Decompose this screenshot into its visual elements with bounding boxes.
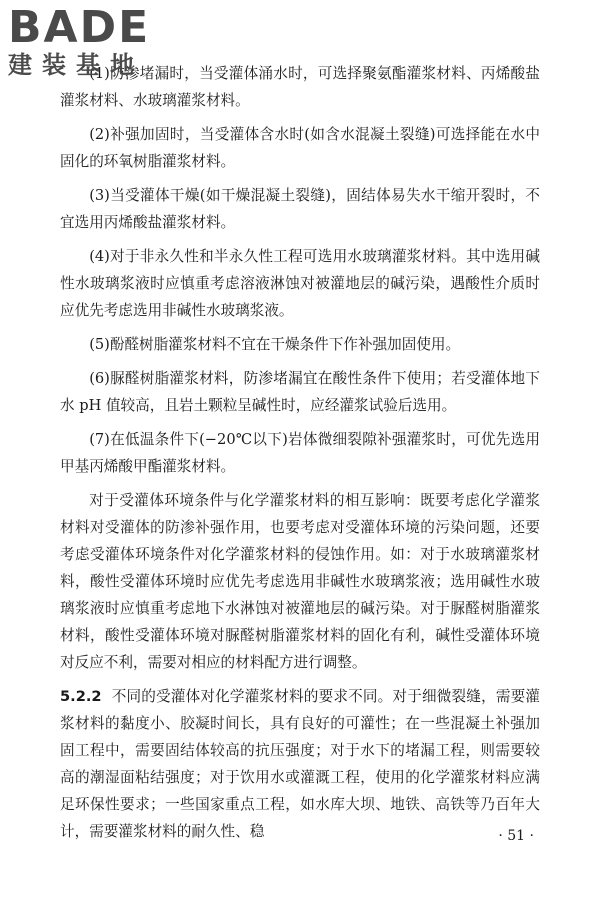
logo-subtitle: 建装基地 xyxy=(8,51,144,79)
paragraph: (4)对于非永久性和半永久性工程可选用水玻璃灌浆材料。其中选用碱性水玻璃浆液时应慎重考虑溶液淋蚀对被灌地层的碱污染，遇酸性介质时应优先考虑选用非碱性水玻璃浆液。 xyxy=(60,248,540,319)
paragraph: (1)防渗堵漏时，当受灌体涌水时，可选择聚氨酯灌浆材料、丙烯酸盐灌浆材料、水玻璃灌浆材料。 xyxy=(60,65,540,109)
logo-text: BADE xyxy=(8,2,151,53)
section-paragraph xyxy=(60,683,540,845)
page-number: · 51 · xyxy=(498,828,534,844)
paragraph: (5)酚醛树脂灌浆材料不宜在干燥条件下作补强加固使用。 xyxy=(89,336,461,353)
paragraph: (6)脲醛树脂灌浆材料，防渗堵漏宜在酸性条件下使用；若受灌体地下水 pH 值较高，且岩土颗粒呈碱性时，应经灌浆试验后选用。 xyxy=(60,370,540,414)
paragraph: 对于受灌体环境条件与化学灌浆材料的相互影响：既要考虑化学灌浆材料对受灌体的防渗补强作用，也要考虑对受灌体环境的污染问题，还要考虑受灌体环境条件对化学灌浆材料的侵蚀作用。如：对于水玻璃灌浆材料，酸性受灌体环境时应优先考虑选用非碱性水玻璃浆液；选用碱性水玻璃浆液时应慎重考虑地下水淋蚀对被灌地层的碱污染。对于脲醛树脂灌浆材料，酸性受灌体环境对脲醛树脂灌浆材料的固化有利，碱性受灌体环境对反应不利，需要对相应的材料配方进行调整。 xyxy=(60,492,540,671)
section-number: 5.2.2 xyxy=(60,688,102,705)
section-text: 不同的受灌体对化学灌浆材料的要求不同。对于细微裂缝，需要灌浆材料的黏度小、胶凝时间长，具有良好的可灌性；在一些混凝土补强加固工程中，需要固结体较高的抗压强度；对于水下的堵漏工程，则需要较高的潮湿面粘结强度；对于饮用水或灌溉工程，使用的化学灌浆材料应满足环保性要求；一些国家重点工程，如水库大坝、地铁、高铁等乃百年大计，需要灌浆材料的耐久性、稳 xyxy=(60,688,540,840)
paragraph: (7)在低温条件下(−20℃以下)岩体微细裂隙补强灌浆时，可优先选用甲基丙烯酸甲酯灌浆材料。 xyxy=(60,431,540,475)
watermark-logo xyxy=(8,2,151,79)
paragraph: (2)补强加固时，当受灌体含水时(如含水混凝土裂缝)可选择能在水中固化的环氧树脂灌浆材料。 xyxy=(60,126,540,170)
paragraph: (3)当受灌体干燥(如干燥混凝土裂缝)，固结体易失水干缩开裂时，不宜选用丙烯酸盐灌浆材料。 xyxy=(60,187,540,231)
page-body xyxy=(60,60,540,852)
